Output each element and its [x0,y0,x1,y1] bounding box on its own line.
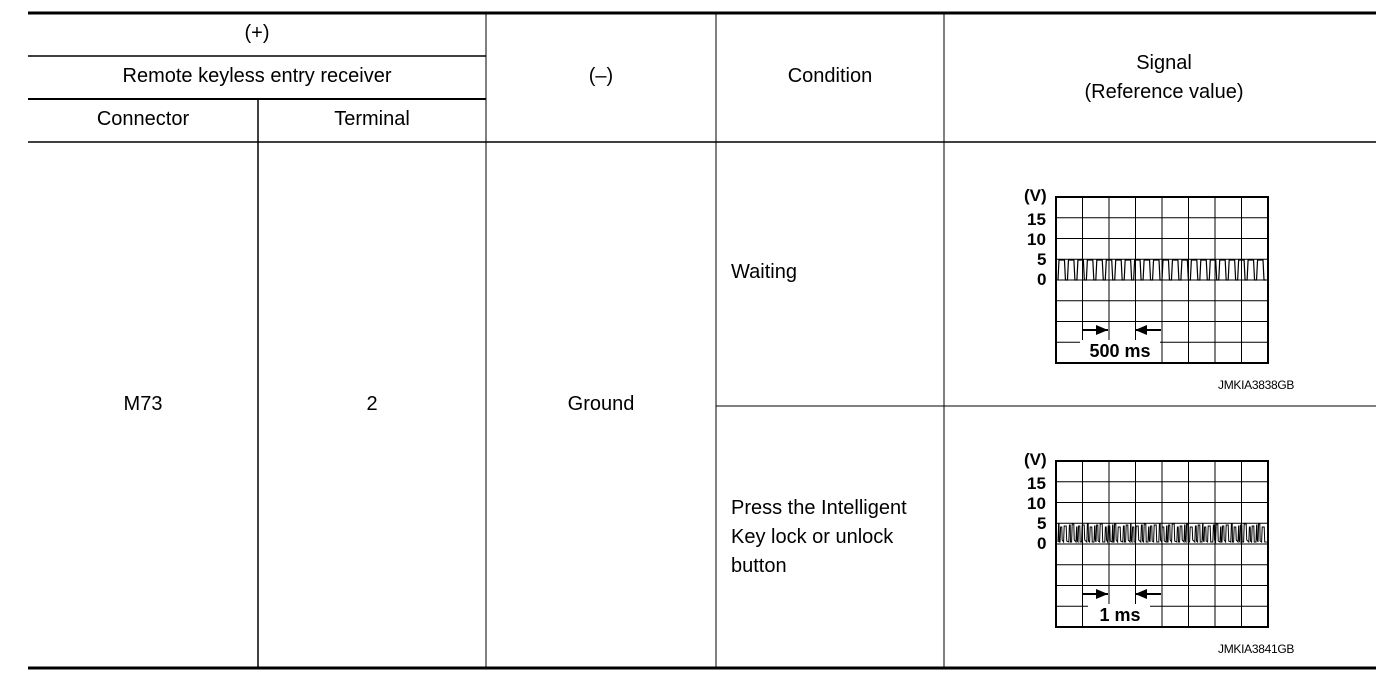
figure-code-1: JMKIA3838GB [1218,378,1295,392]
time-division-label: 500 ms [1089,341,1151,361]
cell-terminal: 2 [366,393,378,415]
header-receiver: Remote keyless entry receiver [122,65,392,87]
header-condition: Condition [787,65,873,87]
figure-code-2: JMKIA3841GB [1218,642,1295,656]
y-tick-5: 5 [1037,250,1047,269]
y-tick-0: 0 [1037,534,1047,553]
scope-grid [1056,461,1268,627]
header-terminal: Terminal [334,108,410,130]
oscilloscope-press-button [1010,450,1310,650]
cell-minus: Ground [567,393,635,415]
header-connector: Connector [96,108,190,130]
header-signal: Signal (Reference value) [1084,52,1244,103]
y-tick-15: 15 [1027,474,1046,493]
header-plus: (+) [244,22,270,44]
y-tick-0: 0 [1037,270,1047,289]
condition-waiting: Waiting [731,261,797,283]
oscilloscope-waiting [1010,186,1310,386]
y-tick-5: 5 [1037,514,1047,533]
y-tick-15: 15 [1027,210,1046,229]
header-minus: (–) [588,65,614,87]
cell-connector: M73 [123,393,163,415]
time-division-label: 1 ms [1099,605,1141,625]
y-unit-label: (V) [1024,450,1047,469]
y-tick-10: 10 [1027,230,1046,249]
y-unit-label: (V) [1024,186,1047,205]
condition-press-button: Press the Intelligent Key lock or unlock button [731,497,907,577]
y-tick-10: 10 [1027,494,1046,513]
